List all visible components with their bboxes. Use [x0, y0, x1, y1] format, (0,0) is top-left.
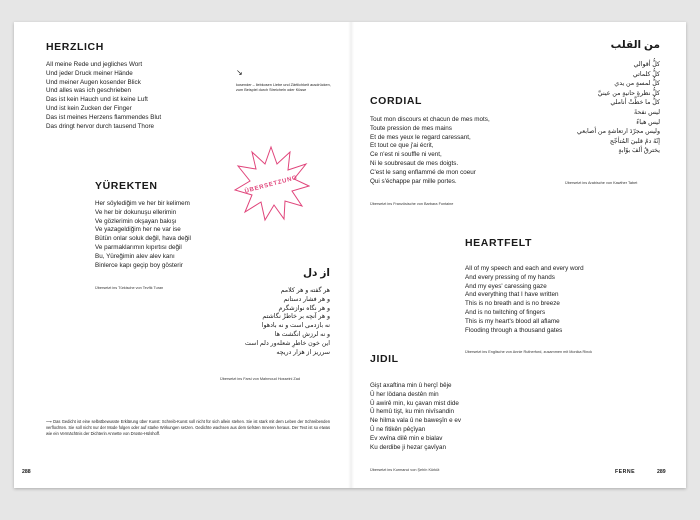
poem-jidil: Gişt axaftina min û herçî bêje Û her lödana destên min Û awirê min, ku çavan mist dide Û hemû tişt, ku min nivîsandin Ne hilma vala û ne baweşîn e ev Û ne fitikên pêçîyan Ev xwîna dilê min e bialav Ku derdibe ji hezar çavîyan: [370, 382, 462, 451]
credit-arabic: Übersetzt ins Arabische von Kawther Tabet: [565, 181, 638, 185]
stamp-label: ÜBERSETZUNG: [244, 175, 299, 195]
poem-title-persian: از دل: [302, 267, 330, 279]
gloss-arrow-icon: ↘: [236, 68, 243, 77]
poem-title-herzlich: HERZLICH: [46, 41, 104, 53]
credit-yurekten: Übersetzt ins Türkische von Tevfik Turan: [95, 286, 164, 290]
credit-jidil: Übersetzt ins Kurmanci von Şehîn Kürküt: [370, 468, 440, 472]
poem-title-yurekten: YÜREKTEN: [95, 180, 158, 192]
book-spread: [14, 22, 686, 488]
poem-persian: هر گفته و هر کلامم و هر فشار دستانم و هر نگاه نوازشگرم و هر آنچه بر خاطرْ نگاشتم نه بازدمی است و نه بادهوا و نه لرزش انگشت ها این خون خاطرِ شعله‌ور دلم است سرریز از هزار دریچه: [244, 287, 330, 356]
page-number-right: 289: [657, 469, 666, 475]
poem-title-cordial: CORDIAL: [370, 95, 423, 107]
poem-arabic: كلُّ أقوالي كلُّ كلماتي كلُّ لمسةٍ من يدي كلُّ نظرةٍ حانيةٍ من عينيَّ كلُّ ما خطَّتْ أناملي ليس نفحةً ليس هباءً وليس مجرّدَ ارتعاشةٍ من أصابعي إنّهُ دمُ قلبيَ المُتأجّج يخترقُ ألفَ بوّابةٍ: [577, 61, 660, 155]
poem-title-heartfelt: HEARTFELT: [465, 237, 533, 249]
poem-title-jidil: JIDIL: [370, 353, 399, 365]
footnote-text: Das Gedicht ist eine selbstbewusste Erklärung über Kunst: Schreib-Kunst soll nicht für sich allein stehen. Sie ist stark mit dem Leben der Schreibenden verflochten. Sie soll nicht nur der Mode folgen oder auf starke Wirkungen setzen. Gedichte wachsen aus dem tiefsten Inneren heraus. Der Text ist so etwas wie ein Vermächtnis der Dichterin Annette von Droste-Hülshoff.: [46, 419, 331, 436]
credit-cordial: Übersetzt ins Französische von Barbara Fontaine: [370, 202, 454, 206]
poem-heartfelt: All of my speech and each and every word And every pressing of my hands And my eyes' caressing gaze And everything that I have written This is no breath and is no breeze And is no twitching of fingers This is my heart's blood all aflame Flooding through a thousand gates: [465, 265, 584, 334]
poem-herzlich: All meine Rede und jegliches Wort Und jeder Druck meiner Hände Und meiner Augen kosender Blick Und alles was ich geschrieben Das ist kein Hauch und ist keine Luft Und ist kein Zucken der Finger Das ist meines Herzens flammendes Blut Das dringt hervor durch tausend Thore: [46, 61, 162, 130]
poem-yurekten: Her söylediğim ve her bir kelimem Ve her bir dokunuşu ellerimin Ve gözlerimin okşayan bakışı Ve yazageldiğim her ne var ise Bütün onlar soluk değil, hava değil Ve parmaklarımın kıpırtısı değil Bu, Yüreğimin alev alev kanı Binlerce kapı geçip boy gösterir: [95, 200, 191, 269]
burst-icon: [232, 144, 310, 222]
running-head: FERNE: [615, 469, 636, 475]
poem-cordial: Tout mon discours et chacun de mes mots, Toute pression de mes mains Et de mes yeux le regard caressant, Et tout ce que j'ai écrit, Ce n'est ni souffle ni vent, Ni le soubresaut de mes doigts. C'est le sang enflammé de mon coeur Qui s'échappe par mille portes.: [370, 116, 490, 185]
credit-heartfelt: Übersetzt ins Englische von Annie Rutherford, zusammen mit Monika Rinck: [465, 350, 593, 354]
footnote: [46, 419, 330, 436]
translation-stamp: [232, 144, 310, 222]
page-number-left: 288: [22, 469, 31, 475]
poem-title-arabic: من القلب: [610, 39, 660, 51]
credit-persian: Übersetzt ins Farsi von Mahmoud Hosseini Zad: [220, 377, 300, 381]
footnote-arrow-icon: ⟶: [46, 419, 52, 424]
gloss-kosender: kosender – liebkosen Liebe und Zärtlichkeit ausdrücken, zum Beispiel durch Streicheln oder Küsse: [236, 83, 331, 93]
page-gutter: [348, 22, 354, 488]
